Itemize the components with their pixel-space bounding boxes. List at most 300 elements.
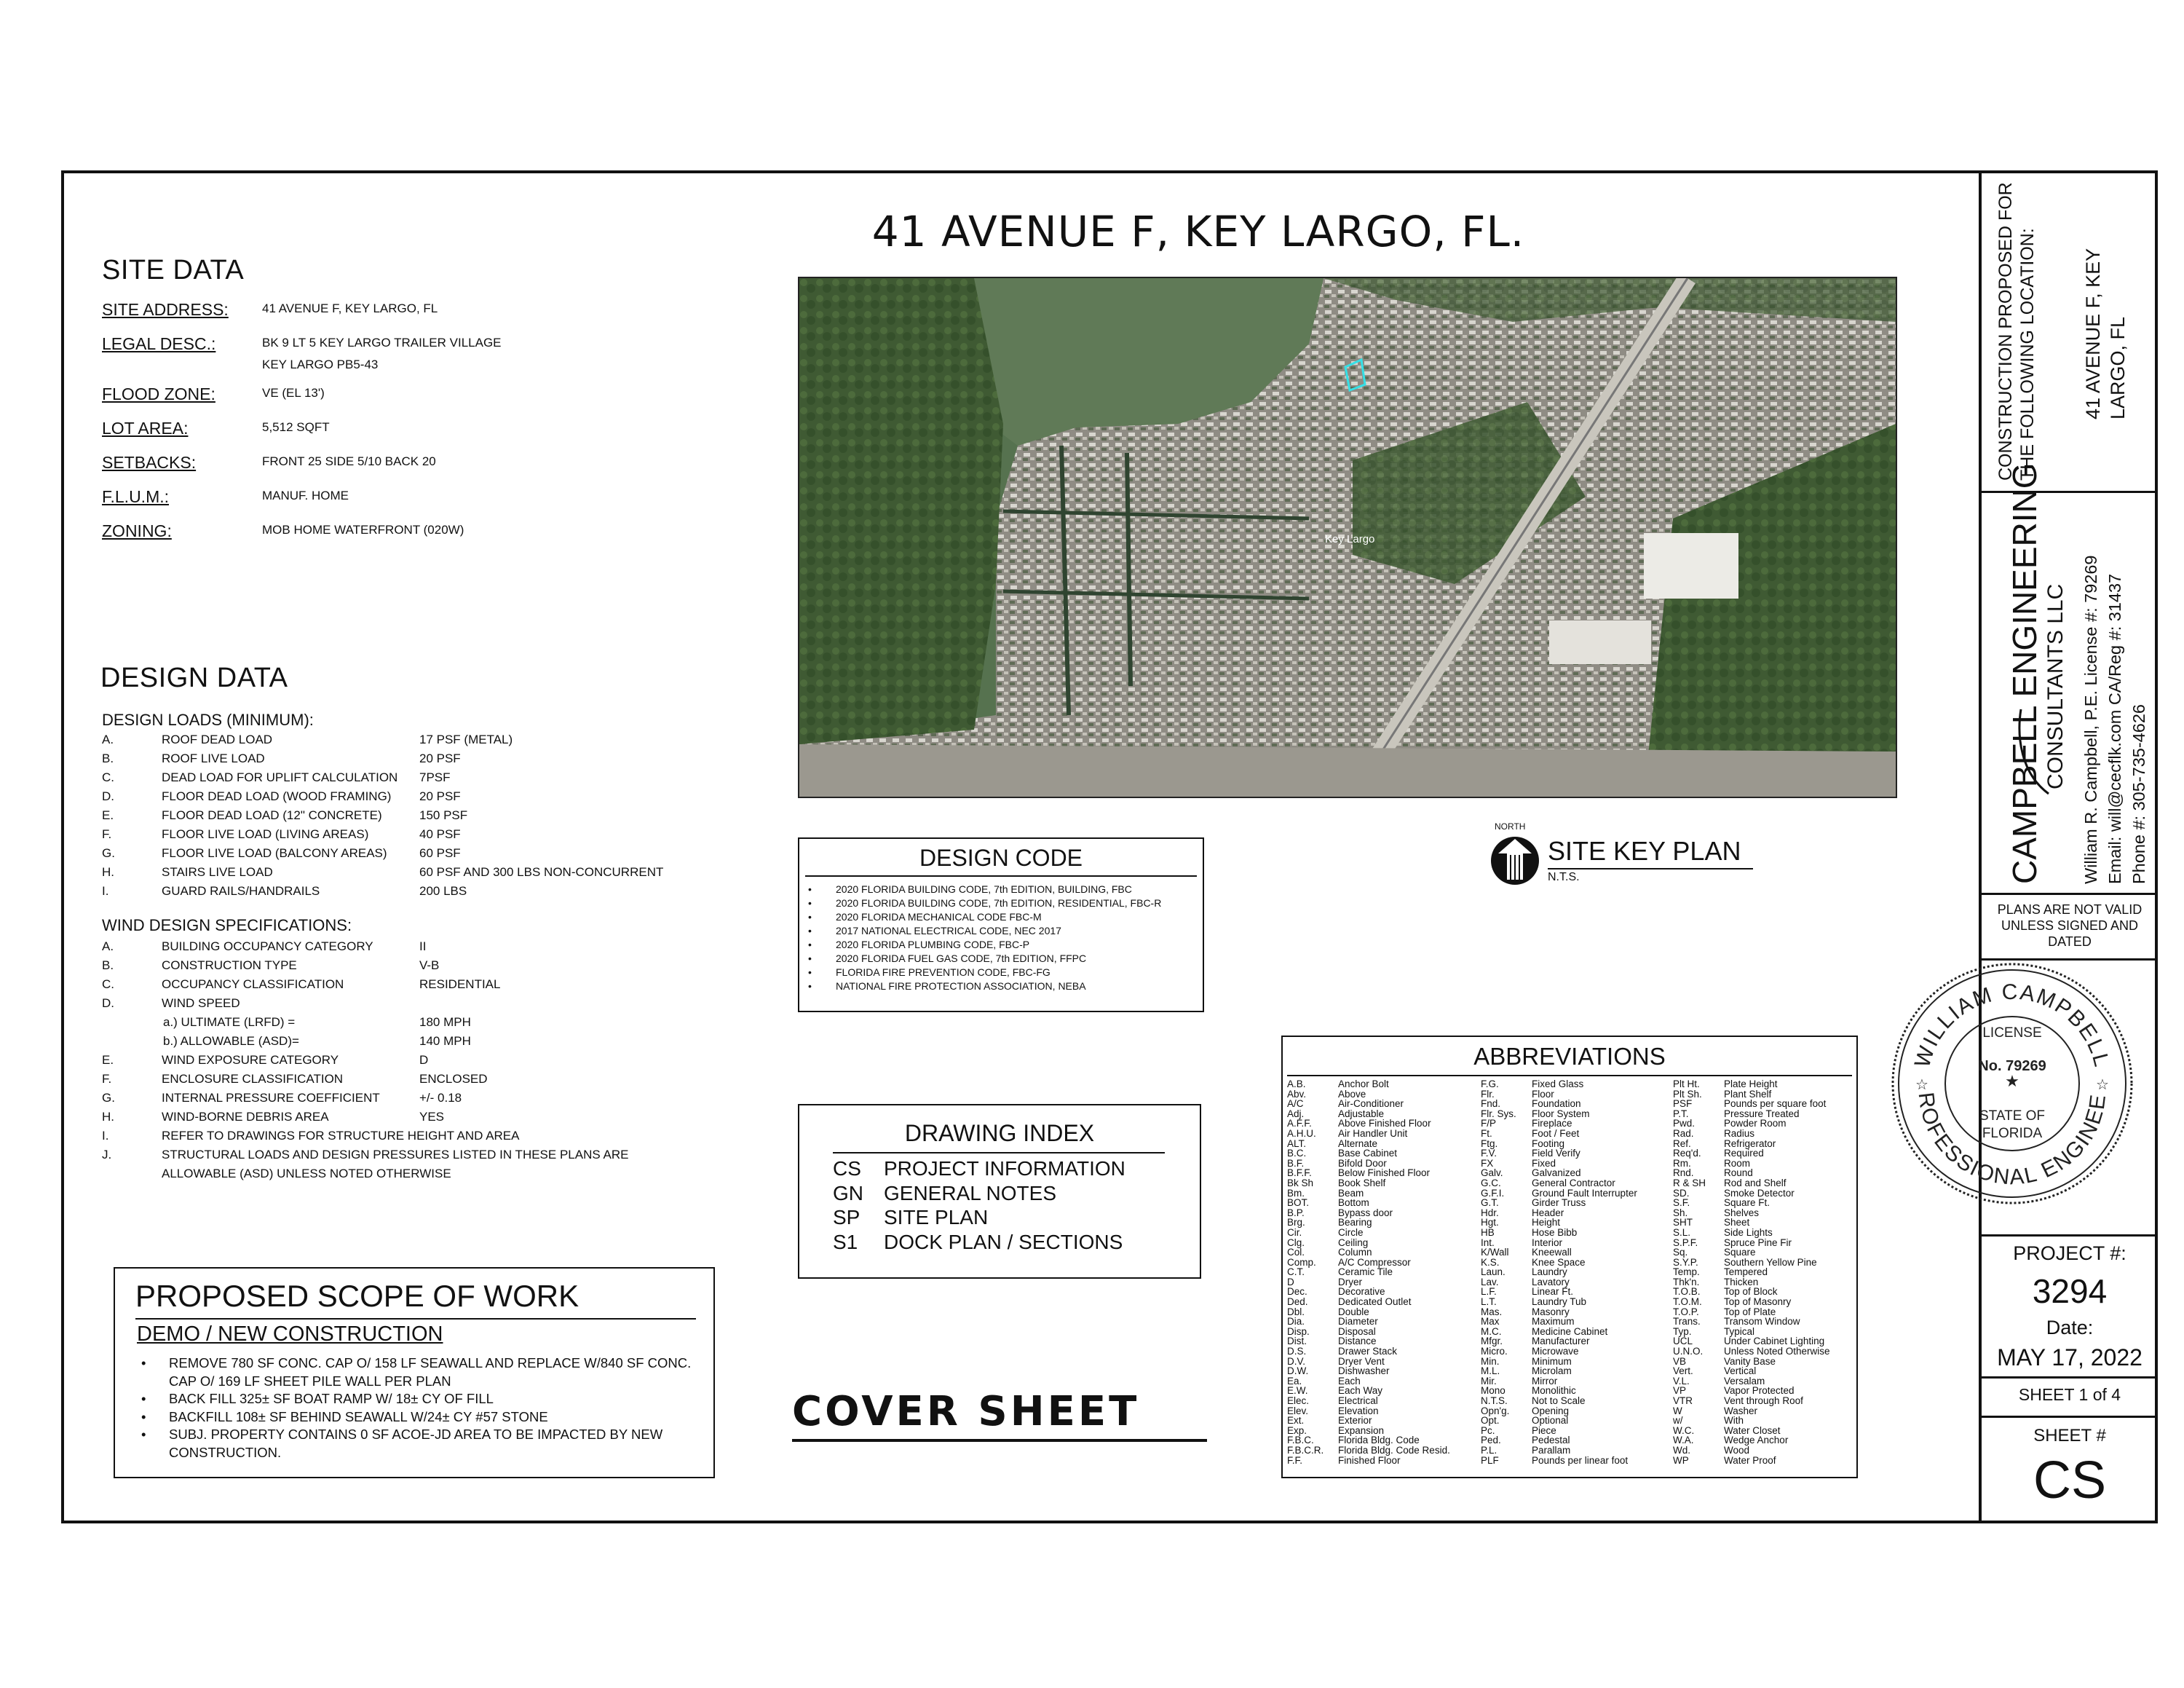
location-note xyxy=(1995,182,2038,481)
address-line-1: 41 AVENUE F, KEY xyxy=(2082,248,2104,419)
abbreviation-code: Plt Ht. xyxy=(1673,1078,1700,1089)
abbreviation-meaning: Piece xyxy=(1532,1424,1556,1436)
abbreviation-code: Mir. xyxy=(1481,1375,1497,1387)
design-load-letter: B. xyxy=(102,752,114,765)
abbreviation-meaning: Beam xyxy=(1338,1187,1364,1199)
abbreviation-meaning: Lavatory xyxy=(1532,1276,1570,1287)
legal-desc-label: LEGAL DESC.: xyxy=(102,334,216,353)
abbreviation-item xyxy=(1673,1218,1830,1228)
abbreviation-meaning: Bifold Door xyxy=(1338,1157,1387,1169)
lot-area-value: 5,512 SQFT xyxy=(262,420,330,434)
abbreviations-heading: ABBREVIATIONS xyxy=(1473,1043,1666,1070)
abbreviation-code: Brg. xyxy=(1287,1217,1305,1228)
design-load-name: ROOF LIVE LOAD xyxy=(162,752,265,765)
site-key-plan-underline xyxy=(1548,868,1753,869)
abbreviation-meaning: Each xyxy=(1338,1375,1361,1387)
abbreviation-meaning: Knee Space xyxy=(1532,1256,1586,1268)
design-data-heading: DESIGN DATA xyxy=(100,663,288,693)
abbreviation-meaning: Required xyxy=(1724,1148,1764,1159)
abbreviation-item xyxy=(1673,1317,1830,1327)
design-code-item: • 2020 FLORIDA MECHANICAL CODE FBC-M xyxy=(808,911,1042,923)
abbreviation-meaning: Maximum xyxy=(1532,1316,1575,1328)
abbreviation-item xyxy=(1481,1446,1637,1456)
wind-spec-value: ENCLOSED xyxy=(419,1072,488,1086)
abbreviation-code: Comp. xyxy=(1287,1256,1316,1268)
abbreviation-code: Thk'n. xyxy=(1673,1276,1700,1287)
design-load-name: FLOOR LIVE LOAD (LIVING AREAS) xyxy=(162,827,369,841)
abbreviation-meaning: Bearing xyxy=(1338,1217,1372,1228)
abbreviation-item xyxy=(1287,1307,1450,1317)
abbreviation-item xyxy=(1673,1346,1830,1357)
abbreviation-item xyxy=(1481,1277,1637,1287)
abbreviation-meaning: Under Cabinet Lighting xyxy=(1724,1336,1825,1347)
abbreviation-code: Bm. xyxy=(1287,1187,1305,1199)
abbreviation-item xyxy=(1481,1218,1637,1228)
abbreviation-code: Ped. xyxy=(1481,1435,1501,1446)
abbreviation-code: L.F. xyxy=(1481,1286,1497,1298)
abbreviation-code: Mono xyxy=(1481,1385,1506,1397)
scope-divider xyxy=(135,1318,696,1320)
design-loads-heading: DESIGN LOADS (MINIMUM): xyxy=(102,711,314,729)
abbreviation-item xyxy=(1287,1426,1450,1436)
flood-zone-value: VE (EL 13') xyxy=(262,386,325,400)
design-load-name: FLOOR DEAD LOAD (WOOD FRAMING) xyxy=(162,789,392,803)
abbreviation-item xyxy=(1287,1297,1450,1307)
abbreviation-code: Wd. xyxy=(1673,1444,1691,1456)
wind-spec-letter: B. xyxy=(102,958,114,972)
wind-spec-name: WIND-BORNE DEBRIS AREA xyxy=(162,1110,329,1124)
abbreviation-code: FX xyxy=(1481,1157,1494,1169)
drawing-index-heading: DRAWING INDEX xyxy=(904,1120,1095,1146)
abbreviation-code: Flr. xyxy=(1481,1088,1495,1100)
date-value: MAY 17, 2022 xyxy=(1997,1344,2143,1370)
abbreviation-code: S.Y.P. xyxy=(1673,1256,1698,1268)
abbreviation-meaning: With xyxy=(1724,1415,1744,1427)
abbreviation-meaning: Air Handler Unit xyxy=(1338,1127,1408,1139)
abbreviation-item xyxy=(1481,1327,1637,1337)
abbreviation-meaning: Fireplace xyxy=(1532,1118,1572,1129)
abbreviation-meaning: Opening xyxy=(1532,1405,1570,1416)
abbreviation-item xyxy=(1287,1366,1450,1376)
abbreviation-meaning: Dishwasher xyxy=(1338,1365,1390,1377)
abbreviation-code: Disp. xyxy=(1287,1325,1310,1337)
svg-text:STATE OF: STATE OF xyxy=(1979,1108,2046,1124)
wind-spec-letter: J. xyxy=(102,1148,112,1162)
abbreviation-meaning: Hose Bibb xyxy=(1532,1226,1578,1238)
wind-spec-letter: F. xyxy=(102,1072,112,1086)
abbreviation-item xyxy=(1287,1188,1450,1199)
abbreviation-item xyxy=(1481,1376,1637,1387)
pe-seal xyxy=(1890,961,2134,1210)
abbreviation-code: A.F.F. xyxy=(1287,1118,1312,1129)
abbreviation-code: W xyxy=(1673,1405,1682,1416)
abbreviation-item xyxy=(1481,1297,1637,1307)
abbreviation-meaning: Wedge Anchor xyxy=(1724,1435,1789,1446)
abbreviation-code: R & SH xyxy=(1673,1177,1706,1188)
abbreviation-item xyxy=(1481,1346,1637,1357)
design-code-item: • NATIONAL FIRE PROTECTION ASSOCIATION, NEBA xyxy=(808,980,1086,992)
engineer-name: William R. Campbell, P.E. License #: 79269 xyxy=(2081,555,2100,884)
abbreviation-item xyxy=(1673,1336,1830,1346)
sheet-id: CS xyxy=(2033,1451,2107,1510)
abbreviation-meaning: Alternate xyxy=(1338,1137,1378,1149)
design-load-letter: A. xyxy=(102,733,114,746)
abbreviation-code: Ext. xyxy=(1287,1415,1305,1427)
abbreviation-meaning: Galvanized xyxy=(1532,1167,1581,1179)
abbreviation-meaning: Wood xyxy=(1724,1444,1750,1456)
design-load-value: 150 PSF xyxy=(419,808,468,822)
design-code-divider xyxy=(805,875,1197,877)
abbreviation-meaning: Kneewall xyxy=(1532,1247,1572,1258)
drawing-index-name: SITE PLAN xyxy=(884,1206,989,1228)
engineer-email: Email: will@cecflk.com CA/Reg #: 31437 xyxy=(2105,573,2124,884)
abbreviation-meaning: Ground Fault Interrupter xyxy=(1532,1187,1637,1199)
firm-logo-swoosh-icon xyxy=(2014,708,2050,799)
abbreviation-code: N.T.S. xyxy=(1481,1395,1508,1406)
project-address xyxy=(2081,248,2130,419)
abbreviation-code: F.V. xyxy=(1481,1148,1497,1159)
design-load-value: 200 LBS xyxy=(419,884,467,898)
abbreviation-code: K/Wall xyxy=(1481,1247,1509,1258)
abbreviation-code: F.F. xyxy=(1287,1454,1303,1466)
abbreviation-code: A/C xyxy=(1287,1098,1304,1110)
abbreviation-code: W.C. xyxy=(1673,1424,1695,1436)
abbreviation-code: VP xyxy=(1673,1385,1687,1397)
abbreviation-code: Col. xyxy=(1287,1247,1305,1258)
abbreviation-item xyxy=(1673,1307,1830,1317)
abbreviation-item xyxy=(1673,1238,1830,1248)
abbreviation-code: P.T. xyxy=(1673,1108,1689,1119)
engineer-phone: Phone #: 305-735-4626 xyxy=(2129,704,2148,884)
flum-value: MANUF. HOME xyxy=(262,489,349,502)
design-load-name: FLOOR LIVE LOAD (BALCONY AREAS) xyxy=(162,846,387,860)
abbreviation-meaning: Below Finished Floor xyxy=(1338,1167,1431,1179)
abbreviation-code: Micro. xyxy=(1481,1346,1508,1357)
wind-spec-name: WIND SPEED xyxy=(162,996,240,1010)
abbreviation-meaning: Smoke Detector xyxy=(1724,1187,1795,1199)
abbreviation-meaning: Electrical xyxy=(1338,1395,1378,1406)
abbreviation-code: Cir. xyxy=(1287,1226,1302,1238)
abbreviation-item xyxy=(1287,1336,1450,1346)
abbreviation-meaning: A/C Compressor xyxy=(1338,1256,1411,1268)
abbreviation-code: Dec. xyxy=(1287,1286,1307,1298)
scope-item: • BACKFILL 108± SF BEHIND SEAWALL W/24± CY #57 STONE xyxy=(141,1408,548,1424)
abbreviation-item xyxy=(1287,1406,1450,1416)
abbreviation-meaning: Linear Ft. xyxy=(1532,1286,1574,1298)
abbreviation-item xyxy=(1287,1109,1450,1119)
abbreviation-item xyxy=(1673,1366,1830,1376)
wind-design-heading: WIND DESIGN SPECIFICATIONS: xyxy=(102,916,352,934)
abbreviation-meaning: Thicken xyxy=(1724,1276,1759,1287)
abbreviation-code: A.H.U. xyxy=(1287,1127,1316,1139)
design-load-name: STAIRS LIVE LOAD xyxy=(162,865,273,879)
abbreviation-item xyxy=(1481,1456,1637,1466)
title-block-line xyxy=(1979,893,2158,895)
abbreviation-code: Plt Sh. xyxy=(1673,1088,1702,1100)
abbreviation-code: Hdr. xyxy=(1481,1207,1499,1218)
site-key-plan-title: SITE KEY PLAN xyxy=(1548,836,1741,866)
abbreviation-code: Int. xyxy=(1481,1237,1495,1248)
wind-spec-letter: A. xyxy=(102,939,114,953)
abbreviation-item xyxy=(1287,1346,1450,1357)
abbreviation-meaning: Above Finished Floor xyxy=(1338,1118,1431,1129)
abbreviation-item xyxy=(1287,1258,1450,1268)
abbreviation-meaning: Versalam xyxy=(1724,1375,1765,1387)
abbreviation-meaning: Fixed Glass xyxy=(1532,1078,1584,1089)
abbreviation-code: S.F. xyxy=(1673,1197,1690,1209)
abbreviation-meaning: Foot / Feet xyxy=(1532,1127,1580,1139)
abbreviation-meaning: Laundry xyxy=(1532,1266,1567,1278)
design-load-letter: H. xyxy=(102,865,114,879)
abbreviation-item xyxy=(1673,1208,1830,1218)
abbreviation-code: Dist. xyxy=(1287,1336,1307,1347)
abbreviation-item xyxy=(1481,1357,1637,1367)
design-code-heading: DESIGN CODE xyxy=(919,845,1083,871)
abbreviation-meaning: Round xyxy=(1724,1167,1753,1179)
wind-spec-letter: G. xyxy=(102,1091,115,1105)
wind-spec-value: 180 MPH xyxy=(419,1015,471,1029)
abbreviation-item xyxy=(1481,1188,1637,1199)
drawing-index-divider xyxy=(833,1152,1165,1153)
abbreviation-meaning: Water Proof xyxy=(1724,1454,1776,1466)
abbreviation-item xyxy=(1287,1386,1450,1396)
abbreviation-code: Req'd. xyxy=(1673,1148,1701,1159)
abbreviation-item xyxy=(1481,1099,1637,1109)
design-code-item: • FLORIDA FIRE PREVENTION CODE, FBC-FG xyxy=(808,966,1051,978)
abbreviation-meaning: Decorative xyxy=(1338,1286,1385,1298)
drawing-index-item[interactable] xyxy=(833,1156,1125,1181)
abbreviation-code: Ftg. xyxy=(1481,1137,1498,1149)
abbreviation-code: T.O.M. xyxy=(1673,1296,1702,1308)
svg-text:FLORIDA: FLORIDA xyxy=(1982,1126,2043,1141)
abbreviation-item xyxy=(1287,1446,1450,1456)
abbreviation-meaning: Spruce Pine Fir xyxy=(1724,1237,1792,1248)
abbreviation-meaning: Unless Noted Otherwise xyxy=(1724,1346,1830,1357)
abbreviation-item xyxy=(1287,1198,1450,1208)
abbreviation-meaning: Bypass door xyxy=(1338,1207,1393,1218)
abbreviation-meaning: Refrigerator xyxy=(1724,1137,1776,1149)
abbreviation-meaning: Column xyxy=(1338,1247,1372,1258)
abbreviation-code: B.P. xyxy=(1287,1207,1305,1218)
abbreviation-code: D.S. xyxy=(1287,1346,1307,1357)
abbreviation-item xyxy=(1481,1307,1637,1317)
abbreviation-meaning: Floor xyxy=(1532,1088,1554,1100)
abbreviation-meaning: Optional xyxy=(1532,1415,1569,1427)
abbreviation-meaning: Side Lights xyxy=(1724,1226,1773,1238)
abbreviation-code: Vert. xyxy=(1673,1365,1693,1377)
design-code-item: • 2020 FLORIDA PLUMBING CODE, FBC-P xyxy=(808,939,1030,950)
setbacks-label: SETBACKS: xyxy=(102,453,197,472)
wind-spec-letter: H. xyxy=(102,1110,114,1124)
legal-desc-value-2: KEY LARGO PB5-43 xyxy=(262,358,379,371)
wind-spec-name: b.) ALLOWABLE (ASD)= xyxy=(163,1034,299,1048)
abbreviation-code: Temp. xyxy=(1673,1266,1700,1278)
project-number-label: PROJECT #: xyxy=(2013,1242,2126,1264)
abbreviation-code: E.W. xyxy=(1287,1385,1308,1397)
abbreviation-code: Trans. xyxy=(1673,1316,1701,1328)
abbreviation-item xyxy=(1287,1287,1450,1297)
wind-spec-value: +/- 0.18 xyxy=(419,1091,462,1105)
abbreviation-meaning: Room xyxy=(1724,1157,1751,1169)
abbreviation-item xyxy=(1481,1079,1637,1089)
abbreviation-code: Laun. xyxy=(1481,1266,1506,1278)
wind-spec-name: ALLOWABLE (ASD) UNLESS NOTED OTHERWISE xyxy=(162,1167,451,1180)
abbreviation-code: Rm. xyxy=(1673,1157,1691,1169)
firm-name-block xyxy=(2006,462,2069,884)
abbreviation-meaning: Vertical xyxy=(1724,1365,1757,1377)
abbreviation-code: Min. xyxy=(1481,1355,1500,1367)
abbreviation-code: B.C. xyxy=(1287,1148,1307,1159)
engineer-contact-block xyxy=(2079,555,2151,884)
abbreviation-code: Typ. xyxy=(1673,1325,1692,1337)
abbreviation-item xyxy=(1287,1139,1450,1149)
abbreviation-item xyxy=(1673,1258,1830,1268)
abbreviation-item xyxy=(1287,1159,1450,1169)
abbreviation-meaning: Washer xyxy=(1724,1405,1758,1416)
title-block-line xyxy=(1979,958,2158,961)
scope-of-work-box xyxy=(114,1267,715,1478)
page-title: 41 AVENUE F, KEY LARGO, FL. xyxy=(871,207,1525,256)
abbreviation-item xyxy=(1673,1357,1830,1367)
abbreviation-meaning: Air-Conditioner xyxy=(1338,1098,1404,1110)
abbreviation-code: SD. xyxy=(1673,1187,1690,1199)
abbreviation-meaning: Top of Masonry xyxy=(1724,1296,1792,1308)
abbreviation-item xyxy=(1673,1297,1830,1307)
drawing-index-item[interactable] xyxy=(833,1181,1125,1206)
abbreviation-item xyxy=(1287,1228,1450,1238)
abbreviation-item xyxy=(1287,1267,1450,1277)
abbreviation-code: Ref. xyxy=(1673,1137,1691,1149)
abbreviation-item xyxy=(1287,1317,1450,1327)
abbreviation-code: Galv. xyxy=(1481,1167,1503,1179)
abbreviation-code: T.O.P. xyxy=(1673,1306,1699,1317)
abbreviation-meaning: Not to Scale xyxy=(1532,1395,1586,1406)
abbreviation-item xyxy=(1287,1178,1450,1188)
abbreviation-code: Ded. xyxy=(1287,1296,1308,1308)
abbreviation-meaning: General Contractor xyxy=(1532,1177,1615,1188)
abbreviation-item xyxy=(1673,1159,1830,1169)
abbreviation-code: Sh. xyxy=(1673,1207,1688,1218)
drawing-index-item[interactable] xyxy=(833,1230,1125,1255)
design-load-name: ROOF DEAD LOAD xyxy=(162,733,273,746)
abbreviation-item xyxy=(1287,1148,1450,1159)
abbreviation-item xyxy=(1673,1327,1830,1337)
abbreviation-item xyxy=(1481,1258,1637,1268)
project-number: 3294 xyxy=(2032,1272,2108,1310)
abbreviation-meaning: Florida Bldg. Code Resid. xyxy=(1338,1444,1450,1456)
wind-spec-name: INTERNAL PRESSURE COEFFICIENT xyxy=(162,1091,380,1105)
abbreviation-meaning: Fixed xyxy=(1532,1157,1556,1169)
abbreviation-meaning: Powder Room xyxy=(1724,1118,1787,1129)
abbreviation-code: F.B.C.R. xyxy=(1287,1444,1324,1456)
cover-sheet-title: COVER SHEET xyxy=(792,1388,1140,1435)
north-label: NORTH xyxy=(1495,821,1526,832)
abbreviations-divider xyxy=(1287,1075,1852,1076)
abbreviation-code: Rnd. xyxy=(1673,1167,1694,1179)
abbreviation-code: Pwd. xyxy=(1673,1118,1696,1129)
abbreviation-meaning: Exterior xyxy=(1338,1415,1372,1427)
abbreviation-item xyxy=(1673,1456,1830,1466)
abbreviation-meaning: Sheet xyxy=(1724,1217,1750,1228)
design-load-value: 7PSF xyxy=(419,770,451,784)
abbreviation-meaning: Typical xyxy=(1724,1325,1755,1337)
abbreviation-item xyxy=(1481,1159,1637,1169)
design-code-item: • 2017 NATIONAL ELECTRICAL CODE, NEC 2017 xyxy=(808,925,1061,936)
abbreviation-code: D xyxy=(1287,1276,1294,1287)
date-label: Date: xyxy=(2046,1317,2094,1338)
abbreviation-meaning: Square Ft. xyxy=(1724,1197,1770,1209)
wind-spec-letter: I. xyxy=(102,1129,109,1143)
abbreviation-meaning: Ceiling xyxy=(1338,1237,1369,1248)
drawing-index-name: DOCK PLAN / SECTIONS xyxy=(884,1230,1123,1253)
abbreviation-code: Bk Sh xyxy=(1287,1177,1314,1188)
address-line-2: LARGO, FL xyxy=(2107,316,2129,419)
abbreviation-item xyxy=(1673,1386,1830,1396)
abbreviation-meaning: Field Verify xyxy=(1532,1148,1580,1159)
wind-spec-letter: E. xyxy=(102,1053,114,1067)
aerial-site-map[interactable] xyxy=(798,277,1897,798)
abbreviation-meaning: Vent through Roof xyxy=(1724,1395,1803,1406)
design-load-value: 20 PSF xyxy=(419,789,461,803)
svg-text:PROFESSIONAL ENGINEER: ROFESSIONAL ENGINEE xyxy=(1913,1091,2111,1190)
abbreviation-item xyxy=(1673,1435,1830,1446)
wind-spec-name: STRUCTURAL LOADS AND DESIGN PRESSURES LISTED IN THESE PLANS ARE xyxy=(162,1148,629,1162)
abbreviation-item xyxy=(1287,1089,1450,1100)
abbreviation-code: PLF xyxy=(1481,1454,1499,1466)
abbreviation-code: Elev. xyxy=(1287,1405,1309,1416)
abbreviation-meaning: Each Way xyxy=(1338,1385,1383,1397)
abbreviation-code: w/ xyxy=(1673,1415,1683,1427)
scope-subheading: DEMO / NEW CONSTRUCTION xyxy=(137,1322,443,1346)
abbreviation-item xyxy=(1673,1188,1830,1199)
abbreviation-meaning: Header xyxy=(1532,1207,1564,1218)
wind-spec-name: a.) ULTIMATE (LRFD) = xyxy=(163,1015,296,1029)
abbreviation-item xyxy=(1673,1119,1830,1129)
abbreviation-meaning: Medicine Cabinet xyxy=(1532,1325,1608,1337)
map-place-label: Key Largo xyxy=(1325,533,1375,545)
zoning-value: MOB HOME WATERFRONT (020W) xyxy=(262,523,464,537)
abbreviation-code: K.S. xyxy=(1481,1256,1500,1268)
abbreviation-code: C.T. xyxy=(1287,1266,1305,1278)
scope-item: • SUBJ. PROPERTY CONTAINS 0 SF ACOE-JD AREA TO BE IMPACTED BY NEW CONSTRUCTION. xyxy=(141,1427,663,1460)
abbreviation-code: Lav. xyxy=(1481,1276,1499,1287)
wind-spec-name: BUILDING OCCUPANCY CATEGORY xyxy=(162,939,373,953)
abbreviation-item xyxy=(1673,1139,1830,1149)
abbreviation-code: Mas. xyxy=(1481,1306,1503,1317)
abbreviation-code: Adj. xyxy=(1287,1108,1305,1119)
abbreviation-meaning: Dryer Vent xyxy=(1338,1355,1385,1367)
abbreviation-code: Abv. xyxy=(1287,1088,1307,1100)
abbreviation-item xyxy=(1673,1228,1830,1238)
abbreviation-code: Fnd. xyxy=(1481,1098,1501,1110)
abbreviations-column-1 xyxy=(1287,1079,1450,1465)
abbreviation-item xyxy=(1481,1129,1637,1139)
abbreviation-code: Pc. xyxy=(1481,1424,1495,1436)
site-address-label: SITE ADDRESS: xyxy=(102,300,229,319)
abbreviation-item xyxy=(1481,1089,1637,1100)
abbreviation-meaning: Pounds per linear foot xyxy=(1532,1454,1629,1466)
abbreviation-meaning: Parallam xyxy=(1532,1444,1571,1456)
drawing-index-item[interactable] xyxy=(833,1205,1125,1230)
wind-spec-letter: D. xyxy=(102,996,114,1010)
abbreviation-code: W.A. xyxy=(1673,1435,1694,1446)
scope-item: • REMOVE 780 SF CONC. CAP O/ 158 LF SEAWALL AND REPLACE W/840 SF CONC. CAP O/ 169 LF SHEET PILE WALL PER PLAN xyxy=(141,1355,692,1389)
abbreviation-meaning: Manufacturer xyxy=(1532,1336,1590,1347)
drawing-index-code: SP xyxy=(833,1206,860,1228)
abbreviation-code: G.T. xyxy=(1481,1197,1499,1209)
abbreviation-item xyxy=(1287,1435,1450,1446)
abbreviation-meaning: Plate Height xyxy=(1724,1078,1778,1089)
